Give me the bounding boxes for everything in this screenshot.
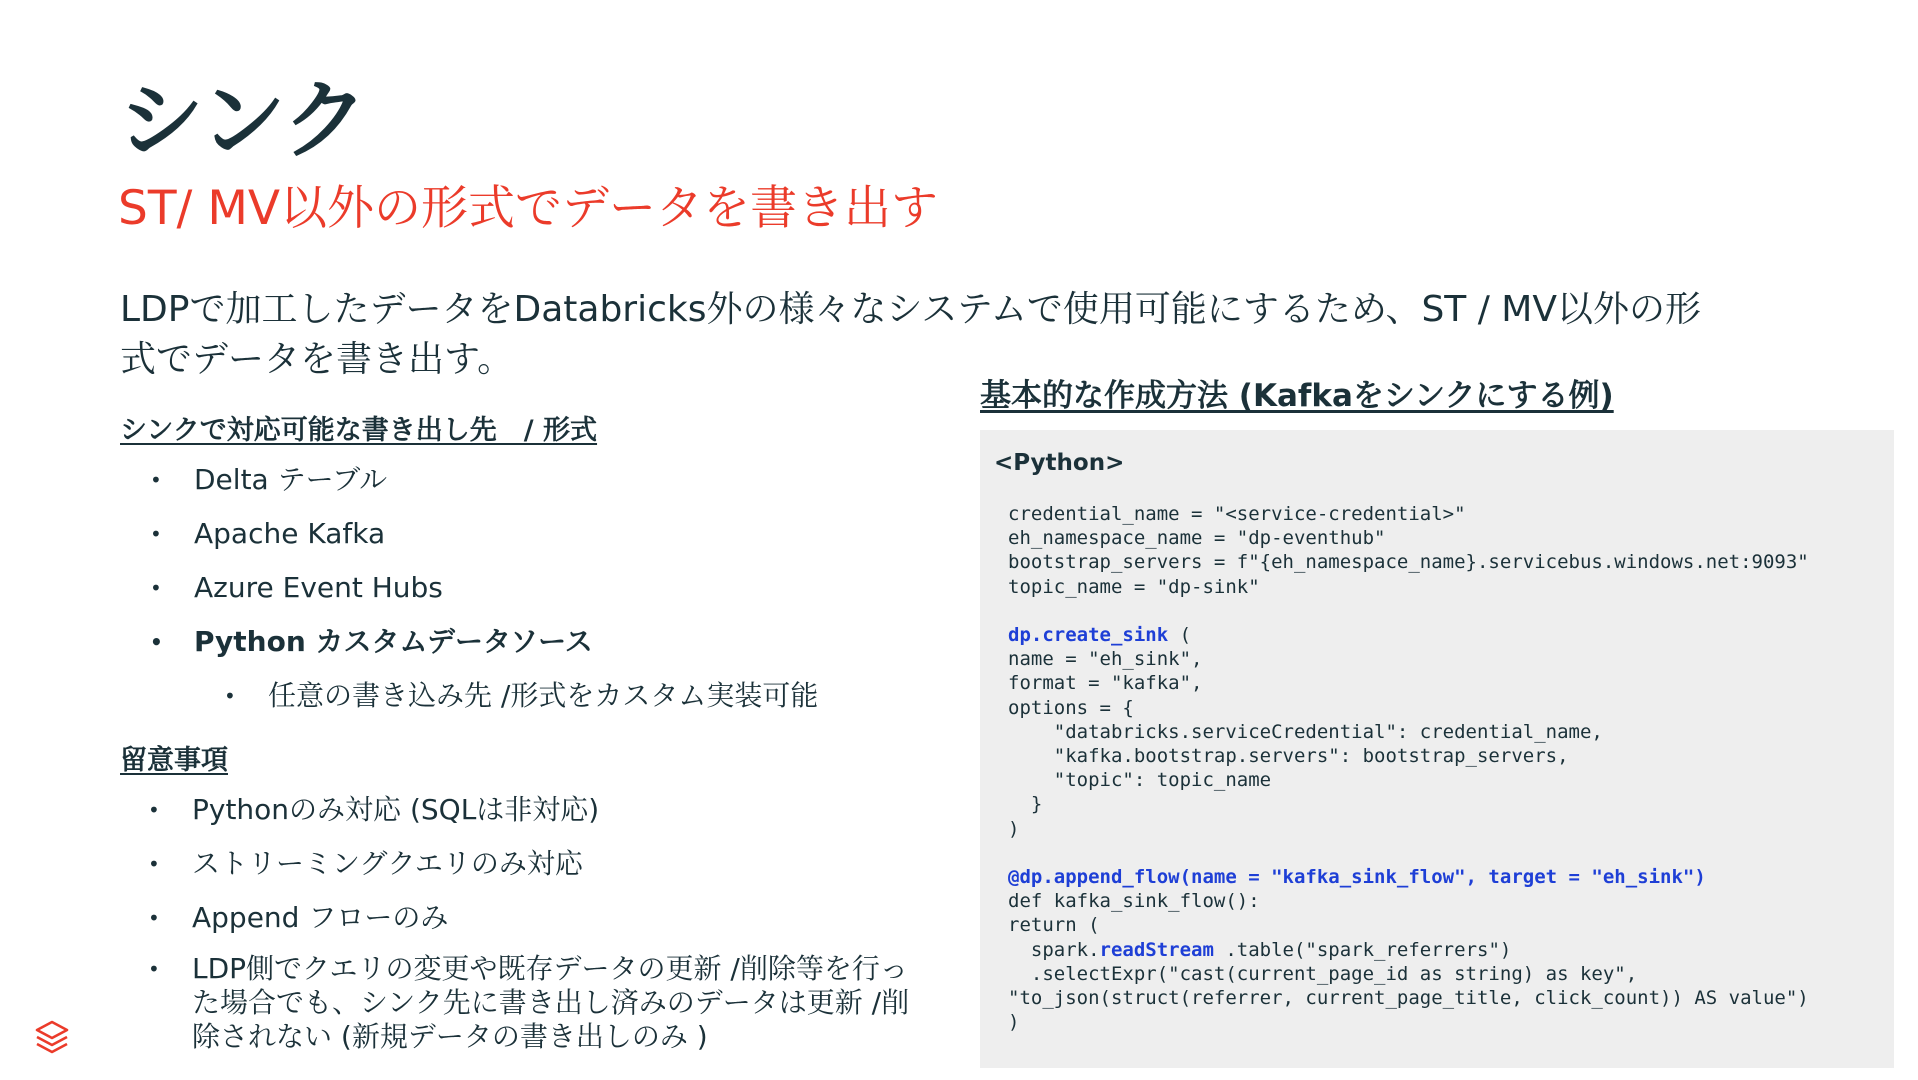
code-line: "databricks.serviceCredential": credential_name, <box>1008 720 1603 743</box>
code-line: spark. <box>1008 938 1100 961</box>
list-item <box>224 676 819 716</box>
code-language-label: <Python> <box>994 450 1125 476</box>
list-item <box>150 514 593 568</box>
code-keyword: readStream <box>1099 938 1214 961</box>
list-item-label: Azure Event Hubs <box>194 571 443 604</box>
list-item <box>148 952 912 1054</box>
code-line: bootstrap_servers = f"{eh_namespace_name}.servicebus.windows.net:9093" <box>1008 551 1809 574</box>
list-item-label: Python カスタムデータソース <box>194 625 593 658</box>
code-line: options = { <box>1008 696 1134 719</box>
notes-list <box>148 790 912 1054</box>
code-line: def kafka_sink_flow(): <box>1008 890 1260 913</box>
targets-sub-list <box>224 676 819 716</box>
code-block <box>980 430 1894 1068</box>
list-item-label: LDP側でクエリの変更や既存データの更新 /削除等を行った場合でも、シンク先に書き出し済みのデータは更新 /削除されない (新規データの書き出しのみ ) <box>192 952 910 1053</box>
code-line: topic_name = "dp-sink" <box>1008 575 1260 598</box>
list-item <box>150 568 593 622</box>
list-item <box>150 622 593 676</box>
code-line: } <box>1008 793 1043 816</box>
code-line: eh_namespace_name = "dp-eventhub" <box>1008 527 1386 550</box>
list-item-label: Append フローのみ <box>192 901 449 934</box>
targets-heading: シンクで対応可能な書き出し先 / 形式 <box>120 415 598 446</box>
code-line: ) <box>1008 817 1020 840</box>
targets-list <box>150 460 593 676</box>
code-keyword: dp.create_sink <box>1008 624 1169 647</box>
list-item-label: Apache Kafka <box>194 517 386 550</box>
code-text <box>1008 502 1809 1034</box>
list-item <box>148 898 912 952</box>
code-line: name = "eh_sink", <box>1008 648 1203 671</box>
list-item-label: Pythonのみ対応 (SQLは非対応) <box>192 793 600 826</box>
bullet: • <box>148 957 160 981</box>
notes-heading: 留意事項 <box>120 745 228 776</box>
code-decorator: @dp.append_flow(name = "kafka_sink_flow", target = "eh_sink") <box>1008 866 1706 889</box>
code-line: .table("spark_referrers") <box>1213 938 1512 961</box>
code-line: format = "kafka", <box>1008 672 1203 695</box>
howto-heading: 基本的な作成方法 (Kafkaをシンクにする例) <box>980 378 1614 414</box>
code-line: ( <box>1168 624 1192 647</box>
bullet: • <box>148 798 160 822</box>
bullet: • <box>150 522 162 546</box>
list-item <box>148 844 912 898</box>
code-line: "topic": topic_name <box>1008 769 1272 792</box>
page-subtitle: ST/ MV以外の形式でデータを書き出す <box>118 181 939 236</box>
bullet: • <box>150 576 162 600</box>
code-line: return ( <box>1008 914 1100 937</box>
bullet: • <box>224 684 236 708</box>
code-line: "kafka.bootstrap.servers": bootstrap_servers, <box>1008 745 1569 768</box>
code-line: .selectExpr("cast(current_page_id as string) as key", <box>1008 962 1638 985</box>
list-item-label: ストリーミングクエリのみ対応 <box>192 847 583 880</box>
code-line: credential_name = "<service-credential>" <box>1008 503 1466 525</box>
bullet: • <box>150 630 163 654</box>
bullet: • <box>148 906 160 930</box>
list-item-label: Delta テーブル <box>194 463 388 496</box>
list-item <box>148 790 912 844</box>
bullet: • <box>150 468 162 492</box>
databricks-logo-icon <box>32 1018 72 1058</box>
intro-text: LDPで加工したデータをDatabricks外の様々なシステムで使用可能にするため、ST / MV以外の形式でデータを書き出す。 <box>120 289 1701 380</box>
list-item-label: 任意の書き込み先 /形式をカスタム実装可能 <box>268 679 819 712</box>
bullet: • <box>148 852 160 876</box>
list-item <box>150 460 593 514</box>
page-title: シンク <box>118 71 367 171</box>
code-line: "to_json(struct(referrer, current_page_title, click_count)) AS value") <box>1008 987 1809 1010</box>
code-line: ) <box>1008 1011 1020 1034</box>
